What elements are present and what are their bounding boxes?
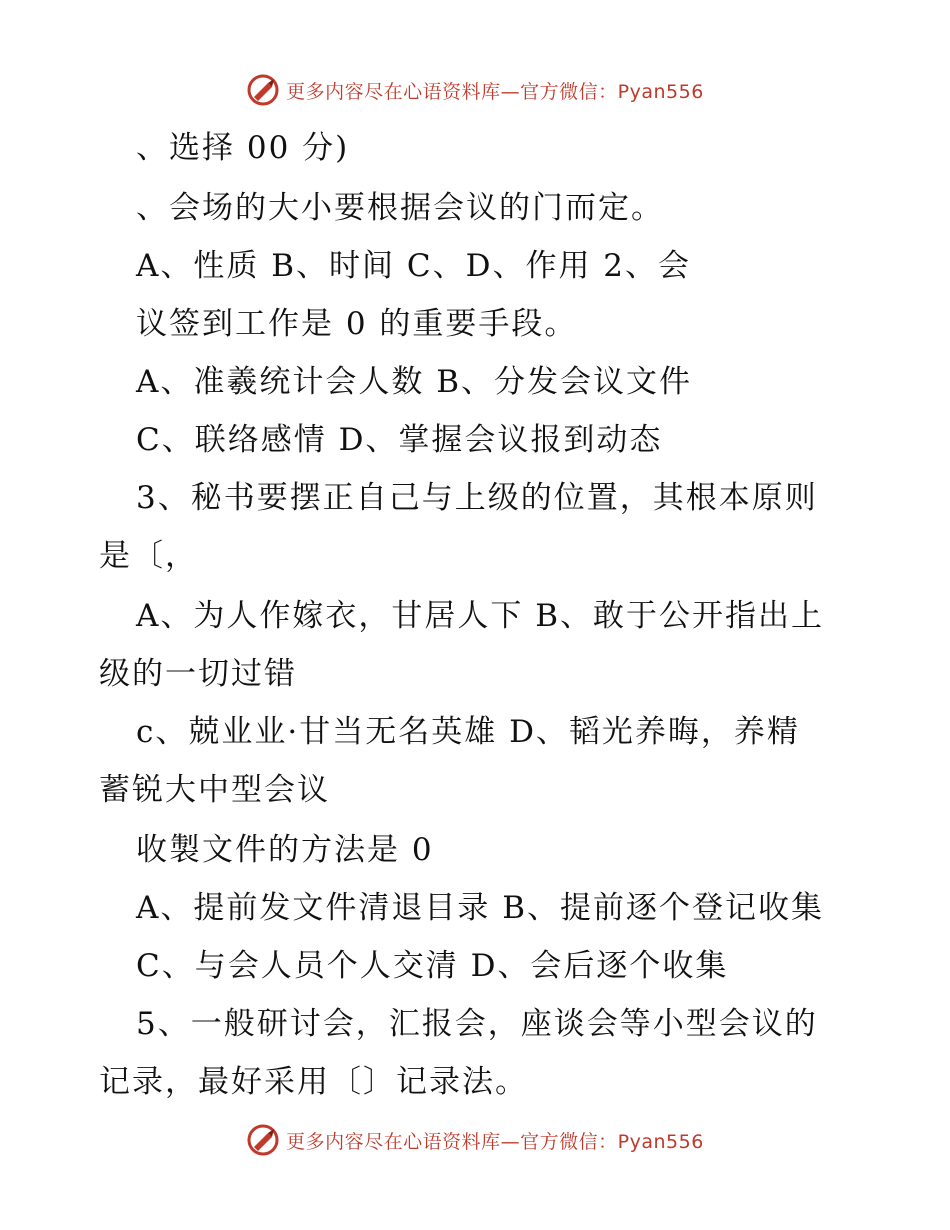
watermark-logo-icon <box>246 1123 280 1157</box>
text-line: A、为人作嫁衣，甘居人下 B、敢于公开指出上 <box>136 598 825 634</box>
watermark-logo-icon <box>246 73 280 107</box>
text-line: 级的一切过错 <box>99 656 297 692</box>
text-line: 5、一般研讨会，汇报会，座谈会等小型会议的 <box>136 1006 818 1042</box>
watermark-text: 更多内容尽在心语资料库—官方微信：Pyan556 <box>286 80 704 103</box>
header-watermark <box>0 70 950 110</box>
footer-watermark <box>0 1120 950 1160</box>
text-line: A、准羲统计会人数 B、分发会议文件 <box>136 364 693 400</box>
text-line: C、与会人员个人交清 D、会后逐个收集 <box>136 948 729 984</box>
text-line: 3、秘书要摆正自己与上级的位置，其根本原则 <box>136 480 818 516</box>
text-line: 记录，最好采用〔〕记录法。 <box>99 1064 528 1100</box>
text-line: 、会场的大小要根据会议的门而定。 <box>136 190 664 226</box>
text-line: C、联络感情 D、掌握会议报到动态 <box>136 422 663 458</box>
text-line: 收製文件的方法是 0 <box>136 832 434 868</box>
watermark-text: 更多内容尽在心语资料库—官方微信：Pyan556 <box>286 1130 704 1153</box>
text-line: c、兢业业·甘当无名英雄 D、韬光养晦，养精 <box>136 714 800 750</box>
text-line: A、提前发文件清退目录 B、提前逐个登记收集 <box>136 890 825 926</box>
text-line: 、选择 00 分) <box>136 130 350 166</box>
text-line: A、性质 B、时间 C、D、作用 2、会 <box>136 248 692 284</box>
text-line: 蓄锐大中型会议 <box>99 772 330 808</box>
text-line: 议签到工作是 0 的重要手段。 <box>136 306 578 342</box>
text-line: 是〔， <box>99 538 198 574</box>
